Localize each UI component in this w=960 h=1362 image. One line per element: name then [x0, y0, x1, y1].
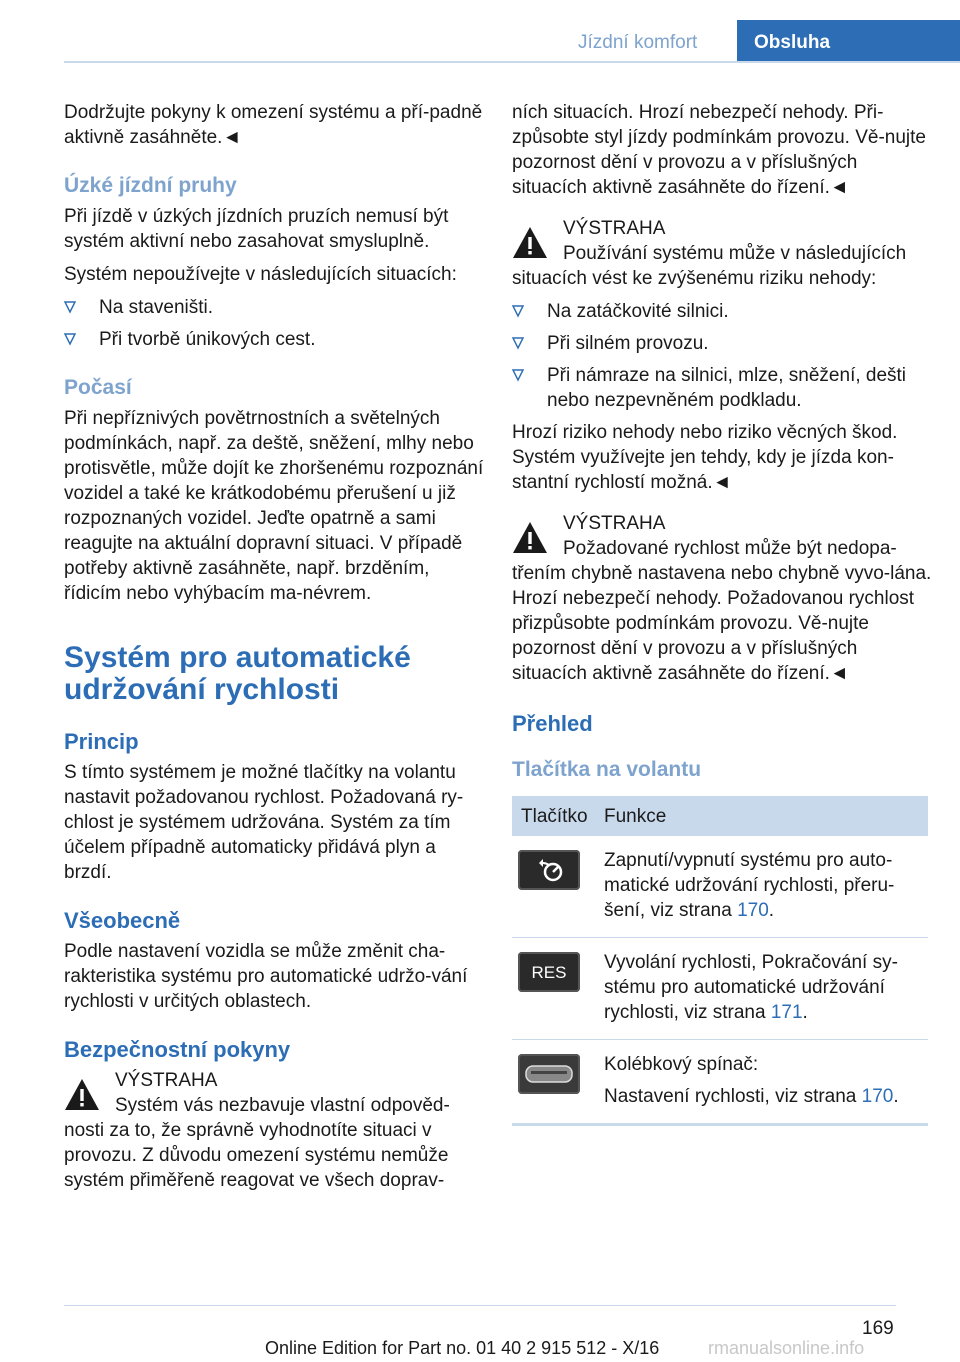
- warning-consequence-text: Hrozí riziko nehody nebo riziko věcných škod. Systém využívejte jen tehdy, kdy je jízda kon-stantní rychlostí možná.◄: [512, 422, 898, 493]
- function-cell: [604, 1052, 928, 1109]
- warning-block: [512, 216, 932, 291]
- right-column: [512, 100, 932, 1126]
- function-text: Vyvolání rychlosti, Pokračování sy-stému pro automatické udržování rychlosti, viz strana: [604, 952, 898, 1023]
- function-cell: [604, 848, 928, 923]
- principle-text: S tímto systémem je možné tlačítky na volantu nastavit požadovanou rychlost. Požadovaná ry-chlost je systémem udržována. Systém za tím účelem případně automaticky přidává plyn a brzdí.: [64, 762, 464, 883]
- left-column: [64, 100, 484, 1201]
- header-chapter-tab: Obsluha: [737, 20, 960, 62]
- list-item: [512, 363, 932, 413]
- bullet-triangle-icon: [512, 302, 524, 320]
- bullet-triangle-icon: [64, 298, 76, 316]
- weather-heading: Počasí: [64, 376, 132, 399]
- warning-title: VÝSTRAHA: [563, 218, 666, 239]
- list-item: [512, 299, 932, 324]
- button-cell: [512, 1052, 604, 1109]
- page-link[interactable]: 171: [770, 1002, 803, 1023]
- section-title: Systém pro automatické udržování rychlosti: [64, 641, 411, 706]
- continued-paragraph: ních situacích. Hrozí nebezpečí nehody. Při-způsobte styl jízdy podmínkám provozu. Vě-nujte pozornost dění v provozu a v příslušných situacích aktivně zasáhněte do řízení.◄: [512, 102, 926, 198]
- list-item-text: Při tvorbě únikových cest.: [99, 329, 316, 350]
- function-title: Kolébkový spínač:: [604, 1054, 759, 1075]
- table-row: [512, 836, 928, 938]
- list-item-text: Při námraze na silnici, mlze, sněžení, dešti nebo nezpevněném podkladu.: [547, 365, 907, 411]
- edition-footer: Online Edition for Part no. 01 40 2 915 512 - X/16: [265, 1338, 660, 1358]
- warning-title: VÝSTRAHA: [563, 513, 666, 534]
- bullet-triangle-icon: [512, 334, 524, 352]
- column-header-button: Tlačítko: [521, 805, 588, 827]
- warning-block: [512, 511, 932, 686]
- table-header: [512, 796, 928, 836]
- buttons-table: [512, 796, 928, 1126]
- header-section-title: Jízdní komfort: [578, 32, 698, 53]
- warning-triangle-icon: [64, 1078, 100, 1111]
- list-item: [64, 327, 484, 352]
- function-cell: [604, 950, 928, 1025]
- warning-text: Používání systému může v následujících situacích vést ke zvýšenému riziku nehody:: [512, 243, 907, 289]
- warning-triangle-icon: [512, 521, 548, 554]
- intro-paragraph: Dodržujte pokyny k omezení systému a pří-padně aktivně zasáhněte.◄: [64, 102, 483, 148]
- general-text: Podle nastavení vozidla se může změnit cha-rakteristika systému pro automatické udržo-vání rychlosti v určitých oblastech.: [64, 941, 468, 1012]
- narrow-lanes-text: Při jízdě v úzkých jízdních pruzích nemusí být systém aktivní nebo zasahovat smysluplně.: [64, 206, 449, 252]
- function-text-end: .: [802, 1002, 808, 1023]
- steering-buttons-heading: Tlačítka na volantu: [512, 758, 702, 781]
- warning-triangle-icon: [512, 226, 548, 259]
- principle-heading: Princip: [64, 729, 139, 754]
- weather-text: Při nepříznivých povětrnostních a světelných podmínkách, např. za deště, sněžení, mlhy nebo protisvětle, může dojít ke zhoršenému rozpoznání vozidel a také ke krátkodobému přerušení u již rozpoznaných vozidel. Jeďte opatrně a sami reagujte na aktuální dopravní situaci. V případě potřeby aktivně zasáhněte, např. brzděním, řídicím nebo vyhýbacím ma-névrem.: [64, 408, 484, 604]
- list-item-text: Při silném provozu.: [547, 333, 709, 354]
- narrow-lanes-heading: Úzké jízdní pruhy: [64, 174, 237, 197]
- list-item: [512, 331, 932, 356]
- warning-text: Požadované rychlost může být nedopa-třením chybně nastavena nebo chybně vyvo-lána. Hrozí nebezpečí nehody. Požadovanou rychlost přizpůsobte podmínkám provozu. Vě-nujte pozornost dění v provozu a v příslušných situacích aktivně zasáhněte do řízení.◄: [512, 538, 932, 684]
- warning-text: Systém vás nezbavuje vlastní odpověd-nosti za to, že správně vyhodnotíte situaci v provozu. Z důvodu omezení systému nemůže systém přiměřeně reagovat ve všech doprav-: [64, 1095, 450, 1191]
- footer-divider: [64, 1305, 896, 1306]
- table-row: [512, 1040, 928, 1123]
- safety-heading: Bezpečnostní pokyny: [64, 1037, 291, 1062]
- list-item-text: Na zatáčkovité silnici.: [547, 301, 729, 322]
- function-text-end: .: [768, 900, 775, 921]
- page-link[interactable]: 170: [737, 900, 769, 921]
- cruise-control-glyph: [529, 855, 569, 885]
- page-number: 169: [862, 1318, 894, 1339]
- page-header: [0, 20, 960, 62]
- res-icon-label: RES: [531, 962, 567, 982]
- button-cell: [512, 848, 604, 923]
- header-divider: [64, 61, 960, 63]
- table-row: [512, 938, 928, 1040]
- bullet-triangle-icon: [512, 366, 524, 384]
- function-text: Zapnutí/vypnutí systému pro auto-matické udržování rychlosti, přeru-šení, viz strana: [604, 850, 895, 921]
- page-link[interactable]: 170: [861, 1086, 894, 1107]
- function-text-end: .: [893, 1086, 899, 1107]
- general-heading: Všeobecně: [64, 908, 181, 933]
- watermark: rmanualsonline.info: [708, 1338, 865, 1358]
- rocker-switch-glyph: [523, 1061, 575, 1087]
- warning-block: [64, 1068, 484, 1193]
- rocker-switch-icon: [518, 1054, 580, 1094]
- res-button-icon: [518, 952, 580, 992]
- overview-heading: Přehled: [512, 711, 593, 736]
- narrow-lanes-instruction: Systém nepoužívejte v následujících situacích:: [64, 264, 457, 285]
- column-header-function: Funkce: [604, 805, 667, 827]
- button-cell: [512, 950, 604, 1025]
- cruise-control-icon: [518, 850, 580, 890]
- bullet-triangle-icon: [64, 330, 76, 348]
- list-item-text: Na staveništi.: [99, 297, 214, 318]
- warning-title: VÝSTRAHA: [115, 1070, 218, 1091]
- list-item: [64, 295, 484, 320]
- function-text: Nastavení rychlosti, viz strana: [604, 1086, 862, 1107]
